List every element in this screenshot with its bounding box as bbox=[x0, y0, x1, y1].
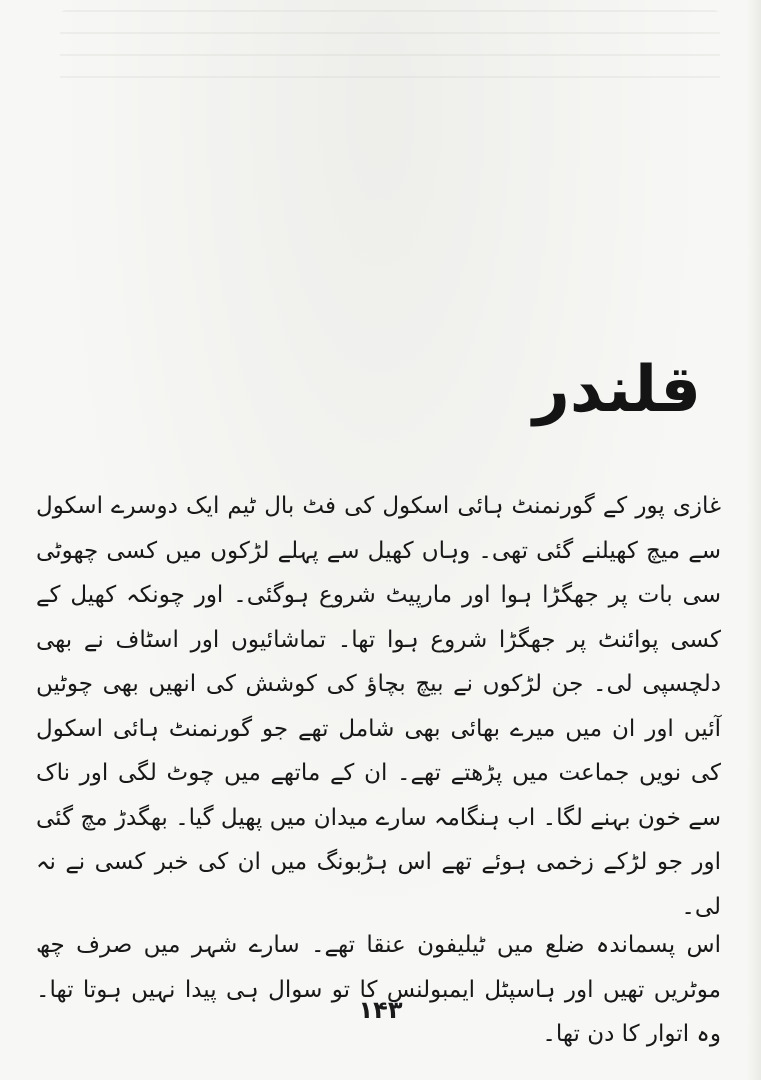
paragraph: اس پسماندہ ضلع میں ٹیلیفون عنقا تھے۔ سارے شہر میں صرف چھ موٹریں تھیں اور ہاسپٹل ایمبولنس کا تو سوال ہی پیدا نہیں ہوتا تھا۔ وہ اتوار کا دن تھا۔ bbox=[36, 932, 721, 1047]
page-number: ۱۴۳ bbox=[358, 996, 403, 1024]
page-edge-shadow bbox=[747, 0, 761, 1080]
paragraph: غازی پور کے گورنمنٹ ہائی اسکول کی فٹ بال ٹیم ایک دوسرے اسکول سے میچ کھیلنے گئی تھی۔ وہاں کھیل سے پہلے لڑکوں میں کسی چھوٹی سی بات پر جھگڑا ہوا اور مارپیٹ شروع ہوگئی۔ اور چونکہ کھیل کے کسی پوائنٹ پر جھگڑا شروع ہوا تھا۔ تماشائیوں اور اسٹاف نے بھی دلچسپی لی۔ جن لڑکوں نے بیچ بچاؤ کی کوشش کی انھیں بھی چوٹیں آئیں اور ان میں میرے بھائی بھی شامل تھے جو گورنمنٹ ہائی اسکول کی نویں جماعت میں پڑھتے تھے۔ ان کے ماتھے میں چوٹ لگی اور ناک سے خون بہنے لگا۔ اب ہنگامہ سارے میدان میں پھیل گیا۔ بھگدڑ مچ گئی اور جو لڑکے زخمی ہوئے تھے اس ہڑبونگ میں ان کی خبر کسی نے نہ لی۔ bbox=[36, 493, 721, 920]
body-paragraph-1 bbox=[36, 484, 721, 929]
chapter-title: قلندر bbox=[533, 353, 701, 427]
bleed-through-text bbox=[60, 10, 720, 90]
